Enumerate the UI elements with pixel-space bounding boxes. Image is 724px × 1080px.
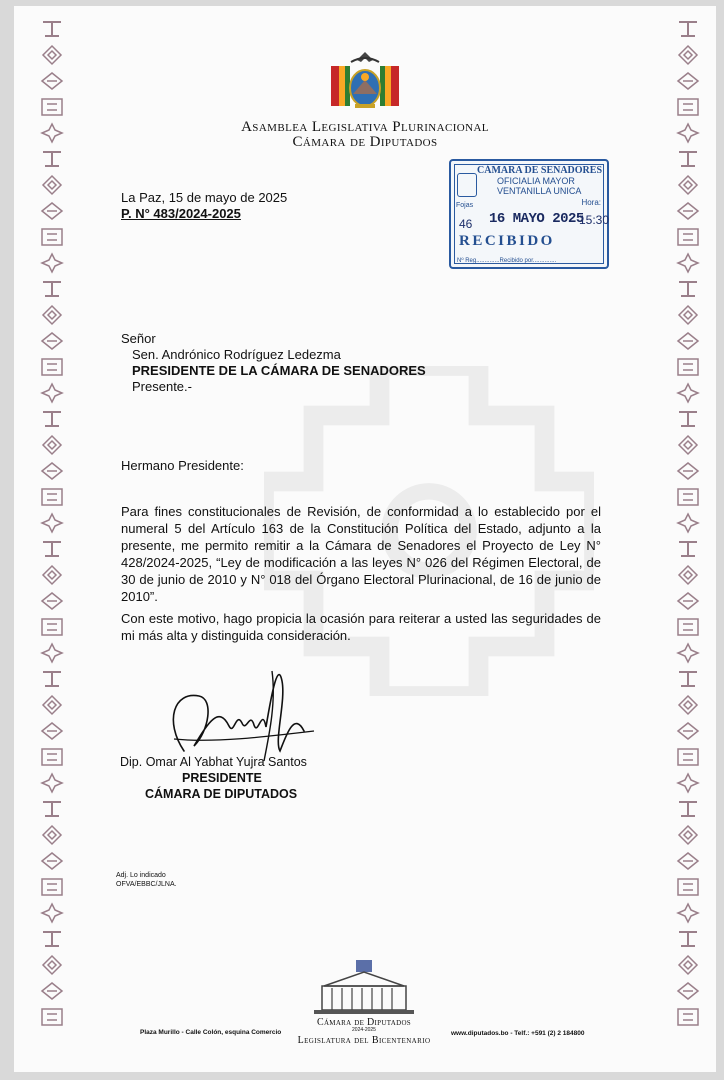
salutation: Hermano Presidente: [121,458,244,473]
border-motif-icon [675,850,701,872]
border-motif-icon [675,564,701,586]
border-motif-icon [675,486,701,508]
addressee-greeting: Señor [121,331,156,346]
border-motif-icon [675,460,701,482]
stamp-emblem-icon [457,173,477,197]
border-motif-icon [39,356,65,378]
border-motif-icon [39,798,65,820]
border-motif-icon [675,356,701,378]
border-motif-icon [675,174,701,196]
signer-organization: CÁMARA DE DIPUTADOS [145,787,298,801]
stamp-footer: Nº Reg..............Recibido por.............. [457,258,557,264]
border-motif-icon [39,18,65,40]
border-motif-icon [39,928,65,950]
border-motif-icon [39,642,65,664]
letterhead [14,46,716,151]
border-motif-icon [39,382,65,404]
border-motif-icon [675,928,701,950]
border-motif-icon [39,694,65,716]
border-motif-icon [675,642,701,664]
border-motif-icon [675,668,701,690]
right-decorative-border [670,18,706,1058]
border-motif-icon [675,278,701,300]
signer-block [120,754,307,802]
border-motif-icon [39,538,65,560]
border-motif-icon [39,408,65,430]
border-motif-icon [39,252,65,274]
handwritten-signature [154,651,334,771]
border-motif-icon [39,772,65,794]
stamp-fojas-value: 46 [459,217,473,231]
border-motif-icon [39,200,65,222]
border-motif-icon [39,278,65,300]
date-reference-block [121,190,287,221]
signer-role: PRESIDENTE [182,771,262,785]
border-motif-icon [39,304,65,326]
border-motif-icon [675,408,701,430]
border-motif-icon [675,876,701,898]
addressee-presente: Presente.- [132,379,192,394]
border-motif-icon [675,798,701,820]
footer-contact: www.diputados.bo - Telf.: +591 (2) 2 184800 [451,1030,585,1037]
border-motif-icon [675,980,701,1002]
footer-org-years: 2024-2025 [352,1027,376,1033]
place-date: La Paz, 15 de mayo de 2025 [121,190,288,205]
border-motif-icon [39,330,65,352]
border-motif-icon [675,148,701,170]
stamp-date: 16 MAYO 2025 [489,211,584,227]
footer-org-name: Cámara de Diputados [316,1017,412,1028]
signer-name: Dip. Omar Al Yabhat Yujra Santos [120,755,307,769]
stamp-chamber: CÁMARA DE SENADORES [477,165,603,176]
body-paragraph-2: Con este motivo, hago propicia la ocasión para reiterar a usted las seguridades de mi más alta y distinguida consideración. [121,611,601,643]
border-motif-icon [675,226,701,248]
border-motif-icon [39,668,65,690]
stamp-office: OFICIALIA MAYOR [497,176,575,186]
border-motif-icon [675,512,701,534]
border-motif-icon [675,694,701,716]
border-motif-icon [39,590,65,612]
border-motif-icon [675,538,701,560]
border-motif-icon [39,460,65,482]
footer-emblem-block [274,956,454,1046]
footer-address: Plaza Murillo - Calle Colón, esquina Comercio [140,1029,282,1036]
border-motif-icon [675,590,701,612]
border-motif-icon [39,746,65,768]
border-motif-icon [675,330,701,352]
border-motif-icon [675,902,701,924]
initials-block [116,871,177,889]
border-motif-icon [675,720,701,742]
addressee-name: Sen. Andrónico Rodríguez Ledezma [132,347,341,362]
institution-name: Asamblea Legislativa Plurinacional [241,119,489,135]
border-motif-icon [675,434,701,456]
border-motif-icon [39,1006,65,1028]
border-motif-icon [675,18,701,40]
border-motif-icon [39,486,65,508]
border-motif-icon [39,720,65,742]
border-motif-icon [39,512,65,534]
left-decorative-border [34,18,70,1058]
border-motif-icon [675,954,701,976]
border-motif-icon [39,876,65,898]
stamp-hora-label: Hora: [581,198,601,207]
attachment-note: Adj. Lo indicado [116,872,166,879]
border-motif-icon [675,616,701,638]
border-motif-icon [39,980,65,1002]
border-motif-icon [39,616,65,638]
letter-page [14,6,716,1072]
stamp-window: VENTANILLA UNICA [497,186,582,196]
border-motif-icon [39,434,65,456]
border-motif-icon [39,174,65,196]
addressee-block [121,331,426,395]
legislative-building-logo [304,956,424,1016]
border-motif-icon [39,850,65,872]
border-motif-icon [39,226,65,248]
border-motif-icon [675,1006,701,1028]
stamp-fojas-label: Fojas [456,202,474,209]
border-motif-icon [675,200,701,222]
border-motif-icon [39,824,65,846]
coat-of-arms-logo [327,46,403,112]
border-motif-icon [675,382,701,404]
border-motif-icon [675,824,701,846]
border-motif-icon [39,902,65,924]
border-motif-icon [675,304,701,326]
chamber-name: Cámara de Diputados [292,134,438,150]
border-motif-icon [675,252,701,274]
border-motif-icon [675,746,701,768]
received-stamp [449,159,609,269]
reference-number: P. N° 483/2024-2025 [121,206,241,221]
typist-initials: OFVA/EBBC/JLNA. [116,881,177,888]
border-motif-icon [675,772,701,794]
stamp-time: 15:30 [579,213,610,227]
stamp-received: RECIBIDO [459,233,555,249]
border-motif-icon [39,148,65,170]
border-motif-icon [39,564,65,586]
addressee-title: PRESIDENTE DE LA CÁMARA DE SENADORES [132,363,426,378]
body-paragraph-1: Para fines constitucionales de Revisión, de conformidad a lo establecido por el numeral 5 del Artículo 163 de la Constitución Política del Estado, adjunto a la presente, me permito remitir a la Cámara de Senadores el Proyecto de Ley N° 428/2024-2025, “Ley de modificación a las leyes N° 026 del Régimen Electoral, de 30 de junio de 2010 y N° 018 del Órgano Electoral Plurinacional, de 16 de junio de 2010”. [121,504,601,604]
footer-legislature: Legislatura del Bicentenario [297,1035,431,1046]
border-motif-icon [39,954,65,976]
